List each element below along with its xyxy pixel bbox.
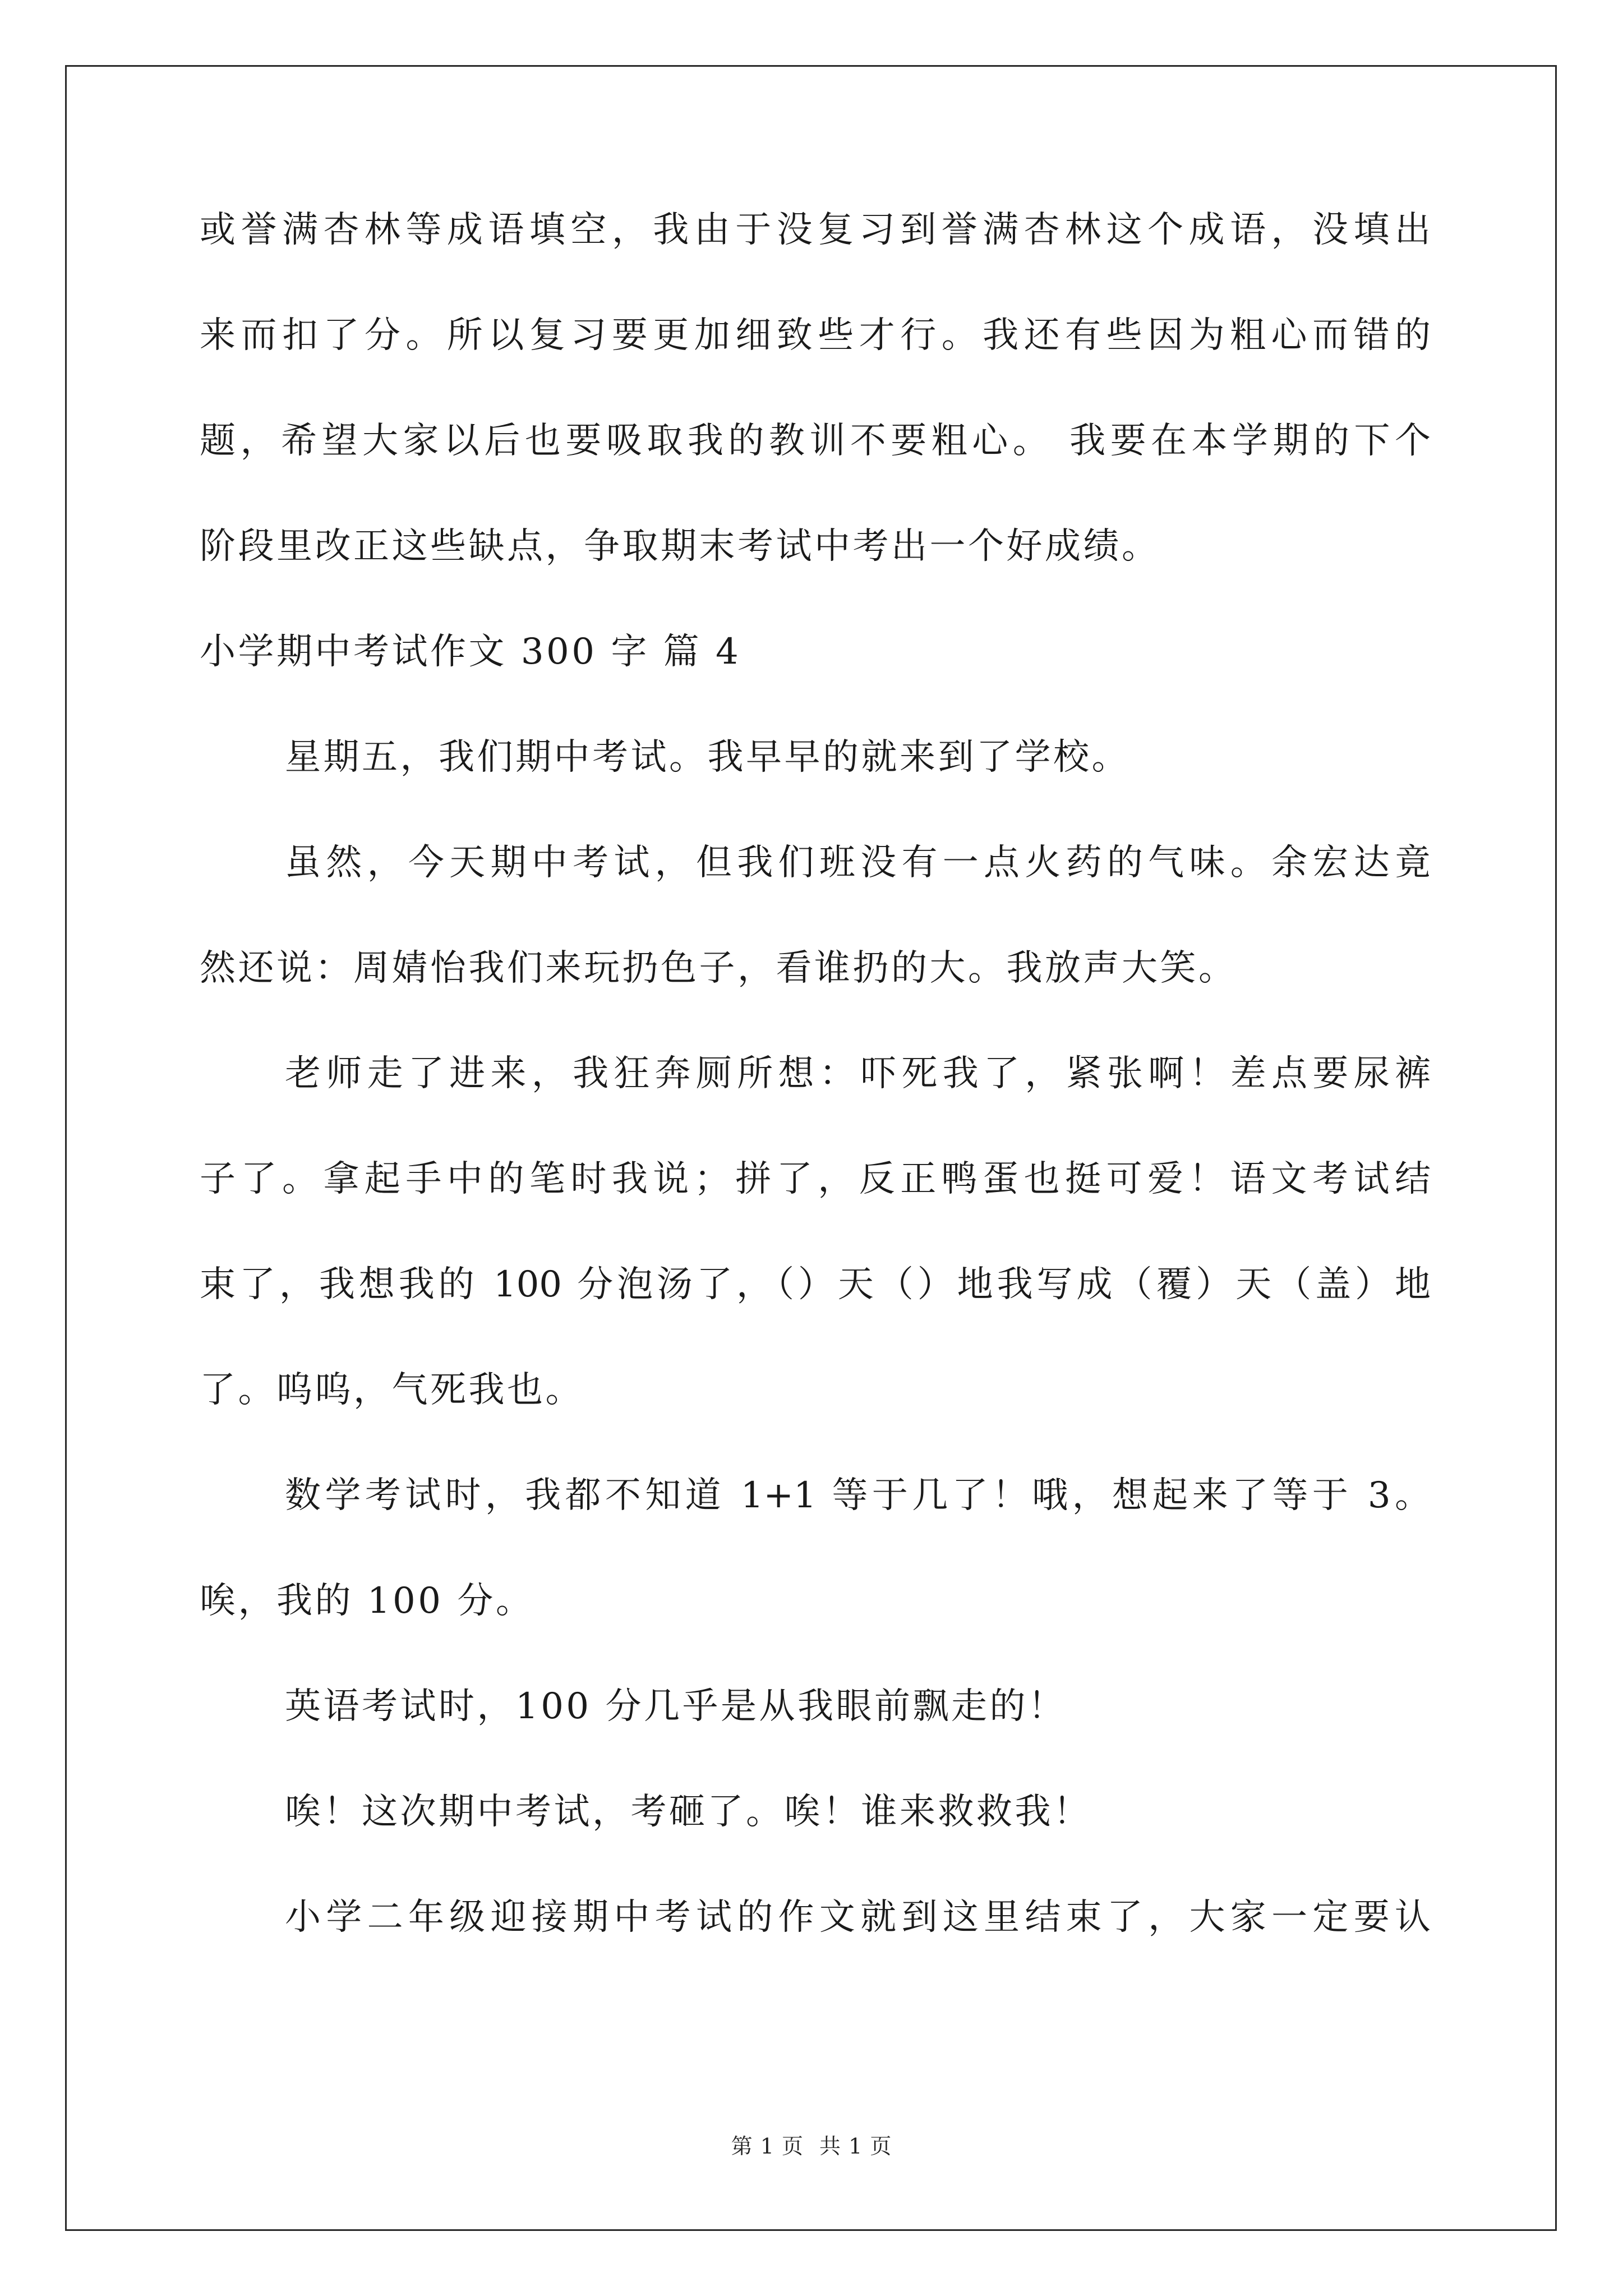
paragraph-start: 老师走了进来，我狂奔厕所想：吓死我了，紧张啊！差点要尿裤: [285, 1053, 1431, 1094]
text-line: 阶段里改正这些缺点，争取期末考试中考出一个好成绩。: [200, 526, 1160, 567]
paragraph-start: 虽然，今天期中考试，但我们班没有一点火药的气味。余宏达竟: [285, 842, 1431, 884]
text-line: 唉，我的 100 分。: [200, 1580, 534, 1622]
text-line: 子了。拿起手中的笔时我说；拼了，反正鸭蛋也挺可爱！语文考试结: [200, 1158, 1431, 1200]
section-heading: 小学期中考试作文 300 字 篇 4: [200, 631, 741, 673]
page-total: 共 1 页: [819, 2134, 892, 2159]
paragraph-start: 英语考试时，100 分几乎是从我眼前飘走的！: [285, 1686, 1067, 1727]
text-line: 然还说：周婧怡我们来玩扔色子，看谁扔的大。我放声大笑。: [200, 947, 1237, 989]
text-line: 束了，我想我的 100 分泡汤了，（）天（）地我写成（覆）天（盖）地: [200, 1264, 1431, 1305]
text-line: 来而扣了分。所以复习要更加细致些才行。我还有些因为粗心而错的: [200, 315, 1431, 356]
page-number: 第 1 页: [731, 2134, 804, 2159]
text-line: 或誉满杏林等成语填空，我由于没复习到誉满杏林这个成语，没填出: [200, 209, 1431, 251]
paragraph-start: 星期五，我们期中考试。我早早的就来到了学校。: [285, 737, 1130, 778]
text-line: 题，希望大家以后也要吸取我的教训不要粗心。 我要在本学期的下个: [200, 420, 1431, 462]
paragraph-start: 唉！这次期中考试，考砸了。唉！谁来救救我！: [285, 1791, 1092, 1833]
text-line: 了。呜呜，气死我也。: [200, 1369, 584, 1411]
page-footer: [0, 2133, 1623, 2160]
paragraph-start: 数学考试时，我都不知道 1+1 等于几了！哦，想起来了等于 3。: [285, 1475, 1431, 1516]
paragraph-start: 小学二年级迎接期中考试的作文就到这里结束了，大家一定要认: [285, 1897, 1431, 1938]
